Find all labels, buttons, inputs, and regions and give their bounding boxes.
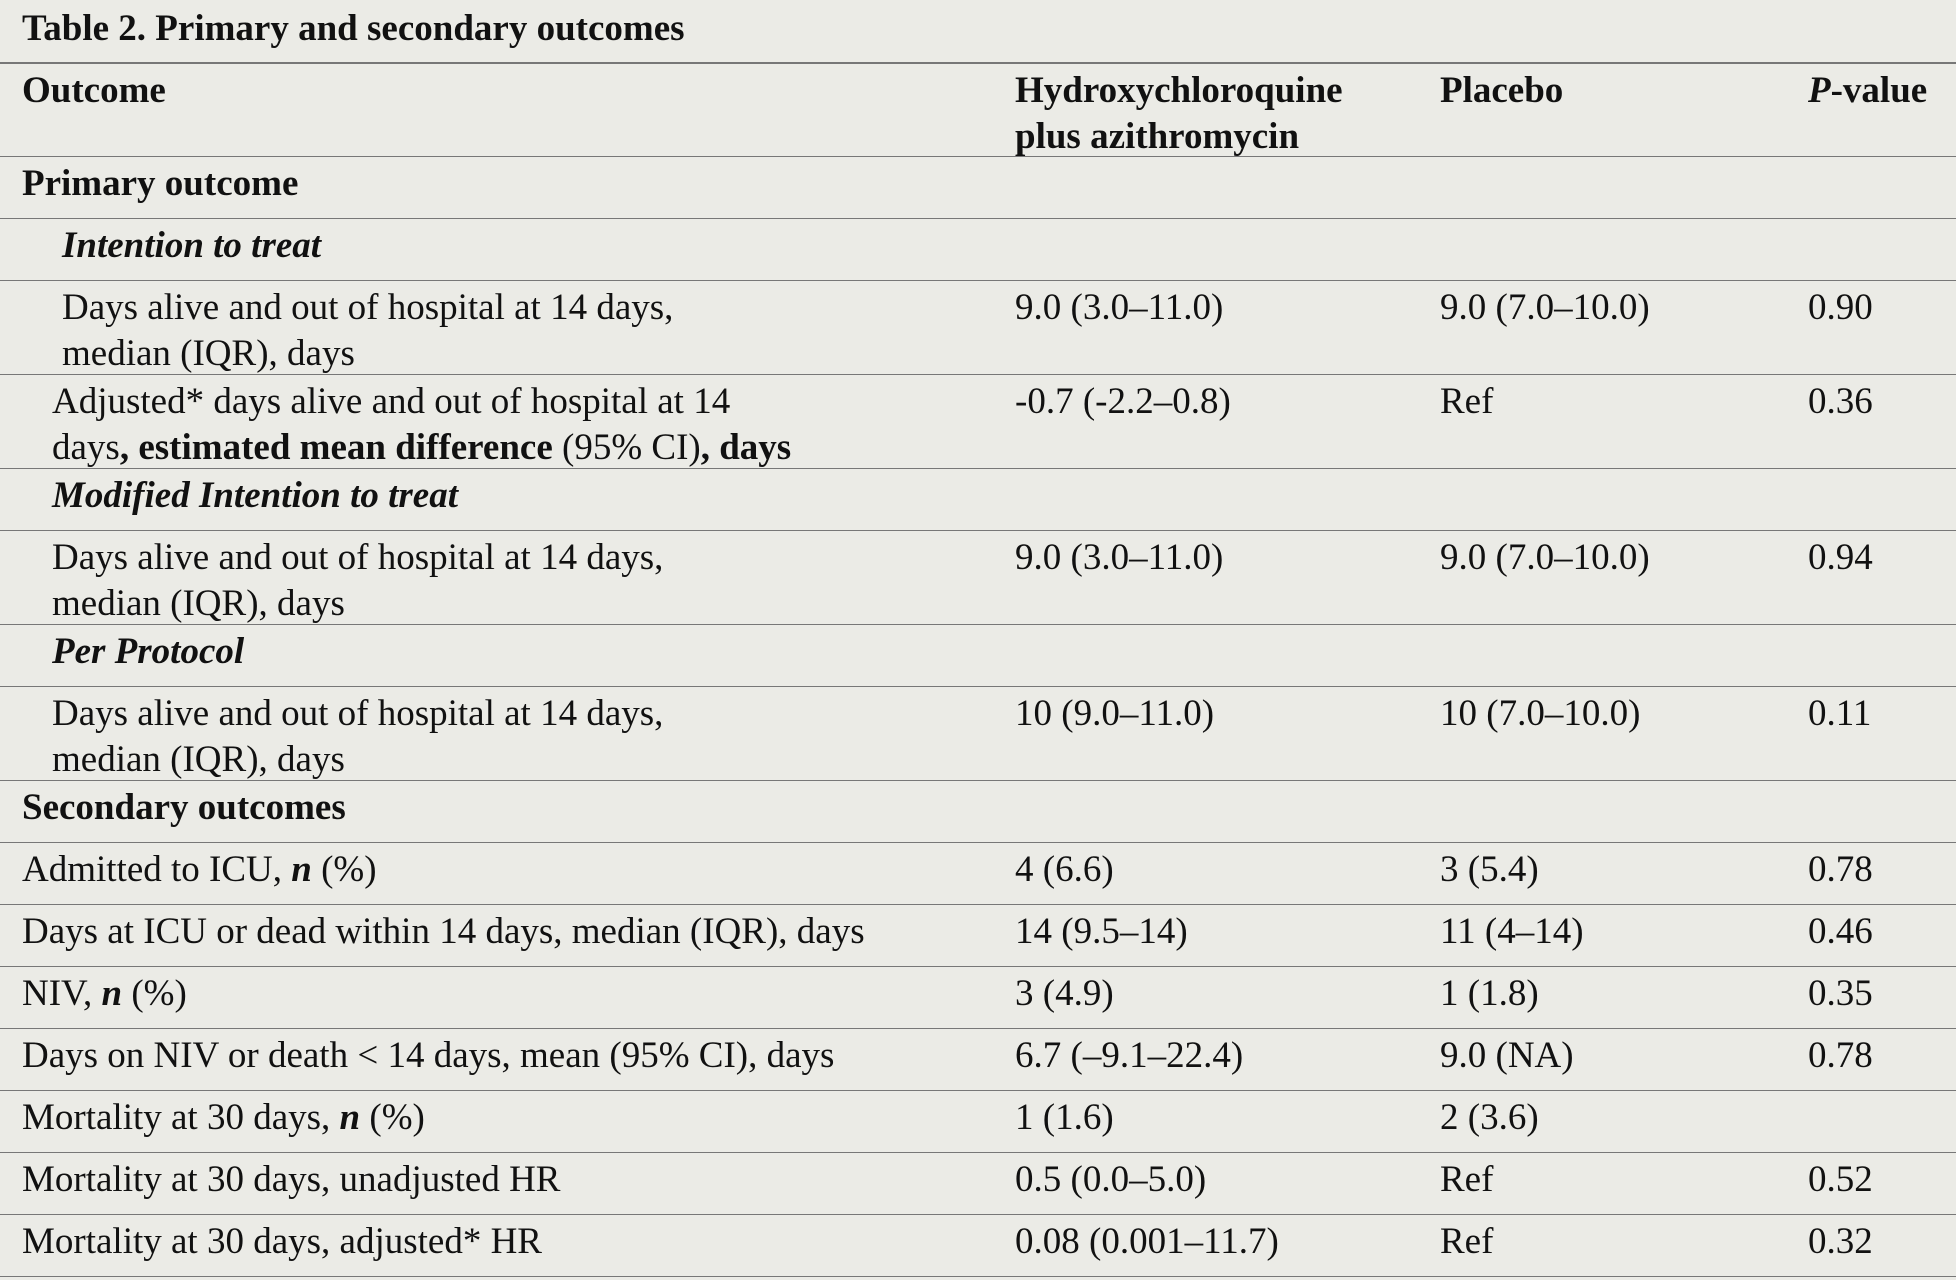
sec-outcome [22,847,377,893]
pp-line1: Days alive and out of hospital at 14 days, [52,693,664,734]
mitt-outcome [52,535,663,627]
itt-line2: median (IQR), days [62,333,355,374]
section-primary: Primary outcome [22,163,299,204]
sec-outcome-n: n [291,849,312,890]
table-title: Table 2. Primary and secondary outcomes [22,8,685,49]
sec-outcome-a: Mortality at 30 days, unadjusted HR [22,1159,561,1200]
sec-placebo: 9.0 (NA) [1440,1035,1574,1076]
sec-outcome-a: Mortality at 30 days, [22,1097,340,1138]
sec-p: 0.78 [1808,849,1873,890]
section-secondary: Secondary outcomes [22,787,346,828]
header-outcome: Outcome [22,70,166,111]
sec-hcq: 0.08 (0.001–11.7) [1015,1221,1279,1262]
sec-p: 0.46 [1808,911,1873,952]
itt-p: 0.90 [1808,287,1873,328]
sec-placebo: Ref [1440,1159,1494,1200]
pp-hcq: 10 (9.0–11.0) [1015,693,1215,734]
subsection-mitt-row [0,469,1956,531]
sec-outcome-a: Days on NIV or death < 14 days, mean (95% CI), days [22,1035,835,1076]
mitt-line1: Days alive and out of hospital at 14 days, [52,537,664,578]
mitt-p: 0.94 [1808,537,1873,578]
itt-placebo: 9.0 (7.0–10.0) [1440,287,1650,328]
sec-outcome-a: Mortality at 30 days, adjusted* HR [22,1221,542,1262]
adj-line2-b: , estimated mean difference [119,427,553,468]
adj-hcq: -0.7 (-2.2–0.8) [1015,381,1231,422]
table-row [0,1029,1956,1091]
sec-hcq: 0.5 (0.0–5.0) [1015,1159,1207,1200]
pp-p: 0.11 [1808,693,1872,734]
subsection-mitt: Modified Intention to treat [52,475,459,516]
table-row [0,1215,1956,1277]
sec-outcome [22,1219,542,1265]
subsection-pp-row [0,625,1956,687]
sec-outcome [22,1033,834,1079]
adj-placebo: Ref [1440,381,1494,422]
sec-p: 0.32 [1808,1221,1873,1262]
sec-hcq: 3 (4.9) [1015,973,1114,1014]
sec-outcome-b: (%) [311,849,377,890]
sec-hcq: 14 (9.5–14) [1015,911,1188,952]
mitt-line2: median (IQR), days [52,583,345,624]
sec-placebo: 3 (5.4) [1440,849,1539,890]
sec-outcome [22,1095,425,1141]
sec-outcome [22,909,865,955]
pp-outcome [52,691,663,783]
subsection-itt-row [0,219,1956,281]
sec-outcome-a: Admitted to ICU, [22,849,292,890]
sec-p: 0.35 [1808,973,1873,1014]
adj-p: 0.36 [1808,381,1873,422]
section-secondary-row [0,781,1956,843]
table-row [0,1091,1956,1153]
header-p-rest: -value [1830,70,1928,111]
sec-p: 0.52 [1808,1159,1873,1200]
table-header-row [0,63,1956,157]
table-row [0,375,1956,469]
sec-p: 0.78 [1808,1035,1873,1076]
header-placebo: Placebo [1440,70,1564,111]
pp-line2: median (IQR), days [52,739,345,780]
sec-placebo: 1 (1.8) [1440,973,1539,1014]
table-row [0,905,1956,967]
adj-line2-a: days [52,427,120,468]
sec-hcq: 1 (1.6) [1015,1097,1114,1138]
sec-hcq: 4 (6.6) [1015,849,1114,890]
table-row [0,687,1956,781]
header-p-italic: P [1808,70,1831,111]
sec-placebo: Ref [1440,1221,1494,1262]
table-row [0,1153,1956,1215]
mitt-hcq: 9.0 (3.0–11.0) [1015,537,1224,578]
sec-outcome-a: Days at ICU or dead within 14 days, median (IQR), days [22,911,865,952]
table-title-row [0,0,1956,63]
sec-outcome-a: NIV, [22,973,102,1014]
itt-line1: Days alive and out of hospital at 14 days, [62,287,674,328]
header-hcq-line1: Hydroxychloroquine [1015,70,1343,111]
sec-outcome [22,971,187,1017]
pp-placebo: 10 (7.0–10.0) [1440,693,1641,734]
subsection-pp: Per Protocol [52,631,245,672]
itt-outcome [62,285,673,377]
section-primary-row [0,157,1956,219]
header-p-value [1808,68,1927,114]
sec-outcome-b: (%) [360,1097,425,1138]
sec-outcome [22,1157,561,1203]
table-row [0,531,1956,625]
table-row [0,281,1956,375]
sec-hcq: 6.7 (–9.1–22.4) [1015,1035,1244,1076]
sec-outcome-n: n [101,973,123,1014]
mitt-placebo: 9.0 (7.0–10.0) [1440,537,1650,578]
header-hcq-line2: plus azithromycin [1015,116,1300,157]
adj-line2-d: , days [700,427,792,468]
adj-outcome [52,379,791,471]
adj-line2-c: (95% CI) [552,427,701,468]
sec-placebo: 2 (3.6) [1440,1097,1539,1138]
itt-hcq: 9.0 (3.0–11.0) [1015,287,1224,328]
header-hcq [1015,68,1343,160]
sec-outcome-b: (%) [122,973,187,1014]
sec-placebo: 11 (4–14) [1440,911,1584,952]
adj-line1: Adjusted* days alive and out of hospital at 14 [52,381,731,422]
table-row [0,843,1956,905]
table-row [0,967,1956,1029]
subsection-itt: Intention to treat [62,225,322,266]
sec-outcome-n: n [339,1097,361,1138]
